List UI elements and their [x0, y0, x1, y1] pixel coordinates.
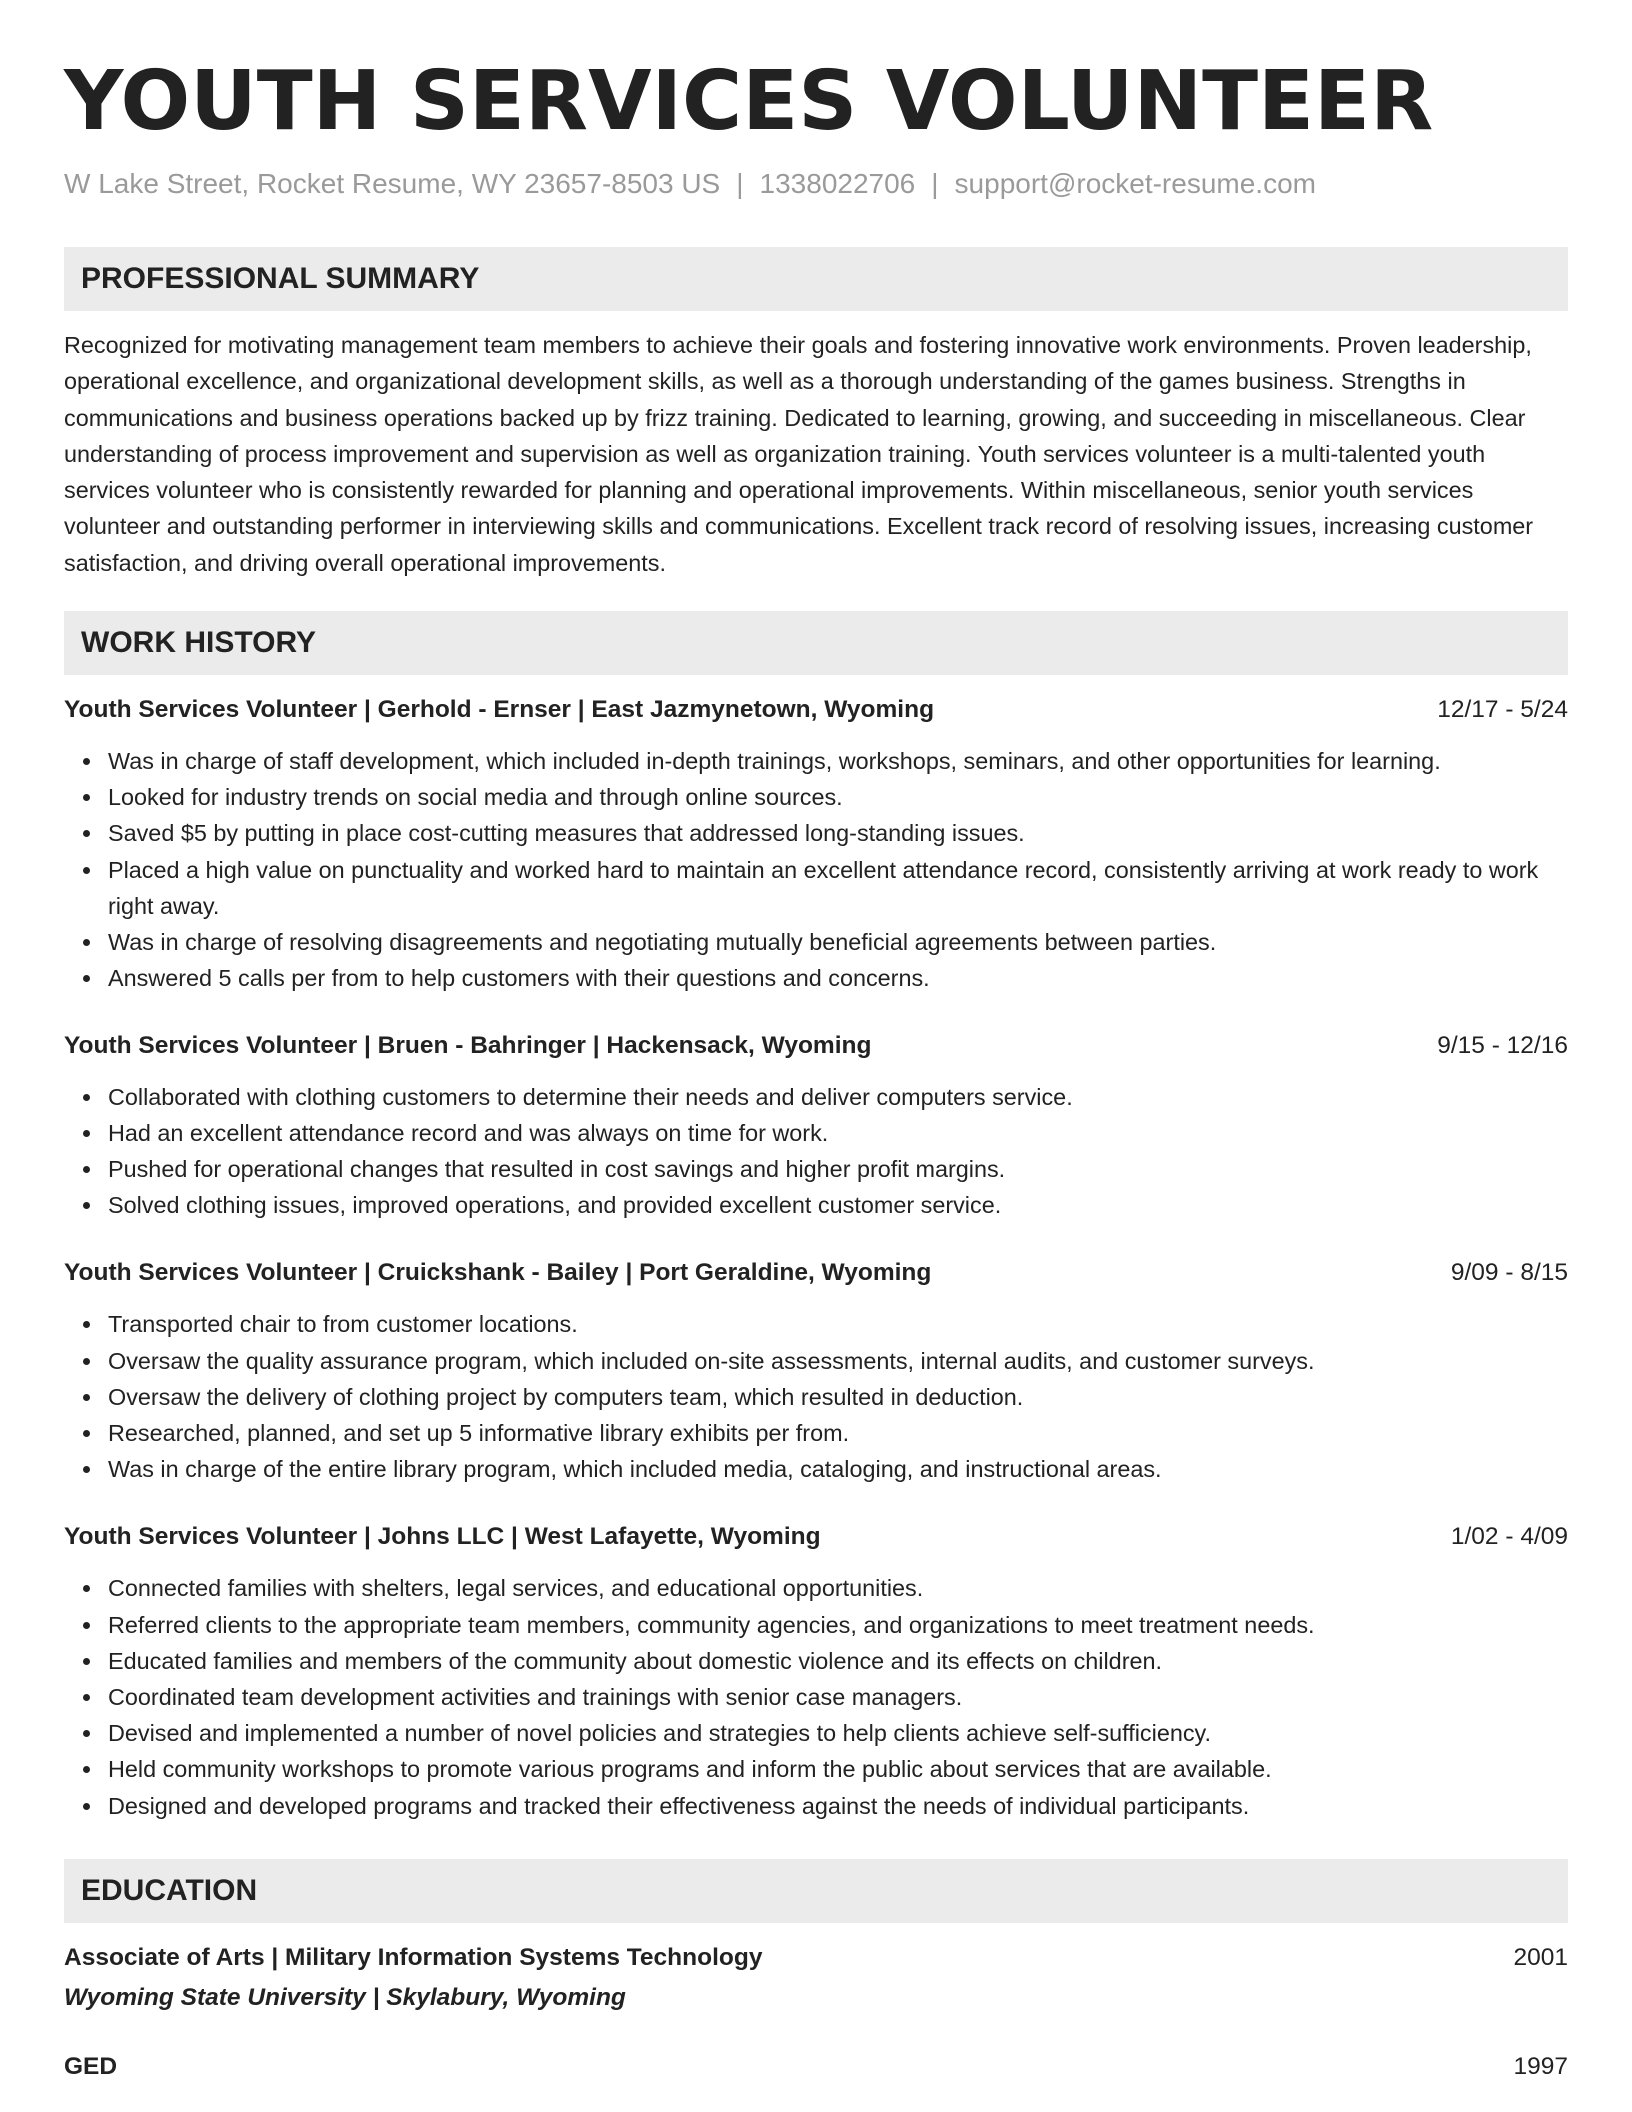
education-degree: Associate of Arts | Military Information Systems Technology [64, 1943, 763, 1971]
job-bullet-text: Was in charge of the entire library program, which included media, cataloging, and instructional areas. [108, 1456, 1162, 1483]
summary-heading: PROFESSIONAL SUMMARY [64, 247, 1568, 311]
job-entry [64, 1255, 1568, 1487]
job-entry [64, 1028, 1568, 1224]
job-bullet-text: Educated families and members of the community about domestic violence and its effects on children. [108, 1647, 1162, 1674]
job-bullet-text: Held community workshops to promote various programs and inform the public about services that are available. [108, 1756, 1272, 1783]
job-bullet-text: Coordinated team development activities and trainings with senior case managers. [108, 1683, 963, 1710]
bullet-dot-icon [83, 975, 90, 982]
job-bullet [108, 1607, 1568, 1643]
bullet-dot-icon [83, 1130, 90, 1137]
resume-name: YOUTH SERVICES VOLUNTEER [64, 54, 1434, 149]
job-title-row [64, 1519, 1568, 1555]
education-row [64, 1940, 1568, 1976]
bullet-dot-icon [83, 1803, 90, 1810]
contact-phone: 1338022706 [759, 168, 916, 199]
job-title: Youth Services Volunteer | Cruickshank - Bailey | Port Geraldine, Wyoming [64, 1259, 932, 1287]
bullet-dot-icon [83, 1466, 90, 1473]
job-bullet-text: Solved clothing issues, improved operations, and provided excellent customer service. [108, 1192, 1002, 1219]
education-year: 2001 [1513, 1943, 1568, 1971]
education-entry [64, 1940, 1568, 2016]
summary-text: Recognized for motivating management team members to achieve their goals and fostering innovative work environments. Proven leadership, operational excellence, and organizational development skills, as well as a thorough understanding of the games business. Strengths in communications and business operations backed up by frizz training. Dedicated to learning, growing, and succeeding in miscellaneous. Clear understanding of process improvement and supervision as well as organization training. Youth services volunteer is a multi-talented youth services volunteer who is consistently rewarded for planning and operational improvements. Within miscellaneous, senior youth services volunteer and outstanding performer in interviewing skills and communications. Excellent track record of resolving issues, increasing customer satisfaction, and driving overall operational improvements. [64, 332, 1534, 576]
job-bullet [108, 924, 1568, 960]
contact-separator: | [736, 168, 744, 199]
job-bullet-text: Was in charge of resolving disagreements and negotiating mutually beneficial agreements between parties. [108, 929, 1217, 956]
job-bullet [108, 779, 1568, 815]
education-school: Wyoming State University | Skylabury, Wyoming [64, 1983, 626, 2011]
job-bullet [108, 852, 1568, 924]
job-bullets [64, 743, 1568, 996]
bullet-dot-icon [83, 1321, 90, 1328]
bullet-dot-icon [83, 1358, 90, 1365]
job-title: Youth Services Volunteer | Gerhold - Ernser | East Jazmynetown, Wyoming [64, 696, 935, 724]
bullet-dot-icon [83, 1694, 90, 1701]
job-dates: 9/09 - 8/15 [1450, 1259, 1568, 1287]
bullet-dot-icon [83, 1166, 90, 1173]
job-bullet-text: Transported chair to from customer locations. [108, 1311, 578, 1338]
job-bullet-text: Looked for industry trends on social media and through online sources. [108, 784, 843, 811]
education-degree: GED [64, 2052, 118, 2080]
bullet-dot-icon [83, 1730, 90, 1737]
bullet-dot-icon [83, 794, 90, 801]
job-bullet [108, 743, 1568, 779]
job-bullet-text: Referred clients to the appropriate team members, community agencies, and organizations to meet treatment needs. [108, 1611, 1315, 1638]
job-title: Youth Services Volunteer | Johns LLC | West Lafayette, Wyoming [64, 1523, 821, 1551]
job-bullet-text: Researched, planned, and set up 5 informative library exhibits per from. [108, 1419, 850, 1446]
bullet-dot-icon [83, 939, 90, 946]
job-bullet [108, 1679, 1568, 1715]
bullet-dot-icon [83, 867, 90, 874]
contact-email: support@rocket-resume.com [954, 168, 1316, 199]
job-bullet [108, 1151, 1568, 1187]
bullet-dot-icon [83, 1394, 90, 1401]
job-bullet [108, 1343, 1568, 1379]
job-bullet [108, 1415, 1568, 1451]
job-bullets [64, 1079, 1568, 1224]
job-bullet [108, 1379, 1568, 1415]
job-bullet-text: Devised and implemented a number of novel policies and strategies to help clients achieve self-sufficiency. [108, 1720, 1211, 1747]
job-bullet-text: Answered 5 calls per from to help customers with their questions and concerns. [108, 965, 930, 992]
education-entry [64, 2049, 1568, 2085]
education-year: 1997 [1513, 2052, 1568, 2080]
contact-separator: | [931, 168, 939, 199]
job-bullet [108, 1451, 1568, 1487]
job-title-row [64, 692, 1568, 728]
job-bullet [108, 1115, 1568, 1151]
job-bullet-text: Was in charge of staff development, which included in-depth trainings, workshops, seminars, and other opportunities for learning. [108, 748, 1441, 775]
job-entry [64, 692, 1568, 996]
job-bullet [108, 1306, 1568, 1342]
job-bullet-text: Designed and developed programs and tracked their effectiveness against the needs of individual participants. [108, 1792, 1250, 1819]
bullet-dot-icon [83, 830, 90, 837]
job-bullet-text: Placed a high value on punctuality and worked hard to maintain an excellent attendance record, consistently arriving at work ready to work right away. [108, 856, 1539, 919]
job-dates: 12/17 - 5/24 [1437, 696, 1568, 724]
job-bullet-text: Oversaw the quality assurance program, which included on-site assessments, internal audits, and customer surveys. [108, 1347, 1315, 1374]
bullet-dot-icon [83, 1658, 90, 1665]
job-bullet-text: Pushed for operational changes that resulted in cost savings and higher profit margins. [108, 1155, 1006, 1182]
job-title: Youth Services Volunteer | Bruen - Bahringer | Hackensack, Wyoming [64, 1031, 872, 1059]
work-history-heading: WORK HISTORY [64, 611, 1568, 675]
education-heading: EDUCATION [64, 1859, 1568, 1923]
job-bullet [108, 1715, 1568, 1751]
job-bullet-text: Collaborated with clothing customers to determine their needs and deliver computers service. [108, 1083, 1073, 1110]
bullet-dot-icon [83, 758, 90, 765]
job-bullet [108, 960, 1568, 996]
contact-line [64, 166, 1568, 202]
job-bullets [64, 1306, 1568, 1487]
job-bullets [64, 1570, 1568, 1823]
job-bullet [108, 1570, 1568, 1606]
bullet-dot-icon [83, 1585, 90, 1592]
job-title-row [64, 1255, 1568, 1291]
job-bullet-text: Oversaw the delivery of clothing project by computers team, which resulted in deduction. [108, 1383, 1024, 1410]
job-bullet [108, 1079, 1568, 1115]
education-row [64, 2049, 1568, 2085]
job-bullet-text: Connected families with shelters, legal services, and educational opportunities. [108, 1575, 924, 1602]
bullet-dot-icon [83, 1430, 90, 1437]
bullet-dot-icon [83, 1622, 90, 1629]
job-dates: 9/15 - 12/16 [1437, 1031, 1568, 1059]
contact-address: W Lake Street, Rocket Resume, WY 23657-8503 US [64, 168, 721, 199]
job-bullet [108, 1788, 1568, 1824]
bullet-dot-icon [83, 1202, 90, 1209]
bullet-dot-icon [83, 1766, 90, 1773]
job-bullet-text: Had an excellent attendance record and was always on time for work. [108, 1119, 829, 1146]
bullet-dot-icon [83, 1094, 90, 1101]
job-title-row [64, 1028, 1568, 1064]
job-bullet [108, 815, 1568, 851]
job-bullet [108, 1187, 1568, 1223]
job-dates: 1/02 - 4/09 [1450, 1523, 1568, 1551]
job-bullet [108, 1751, 1568, 1787]
job-entry [64, 1519, 1568, 1823]
job-bullet [108, 1643, 1568, 1679]
job-bullet-text: Saved $5 by putting in place cost-cutting measures that addressed long-standing issues. [108, 820, 1025, 847]
